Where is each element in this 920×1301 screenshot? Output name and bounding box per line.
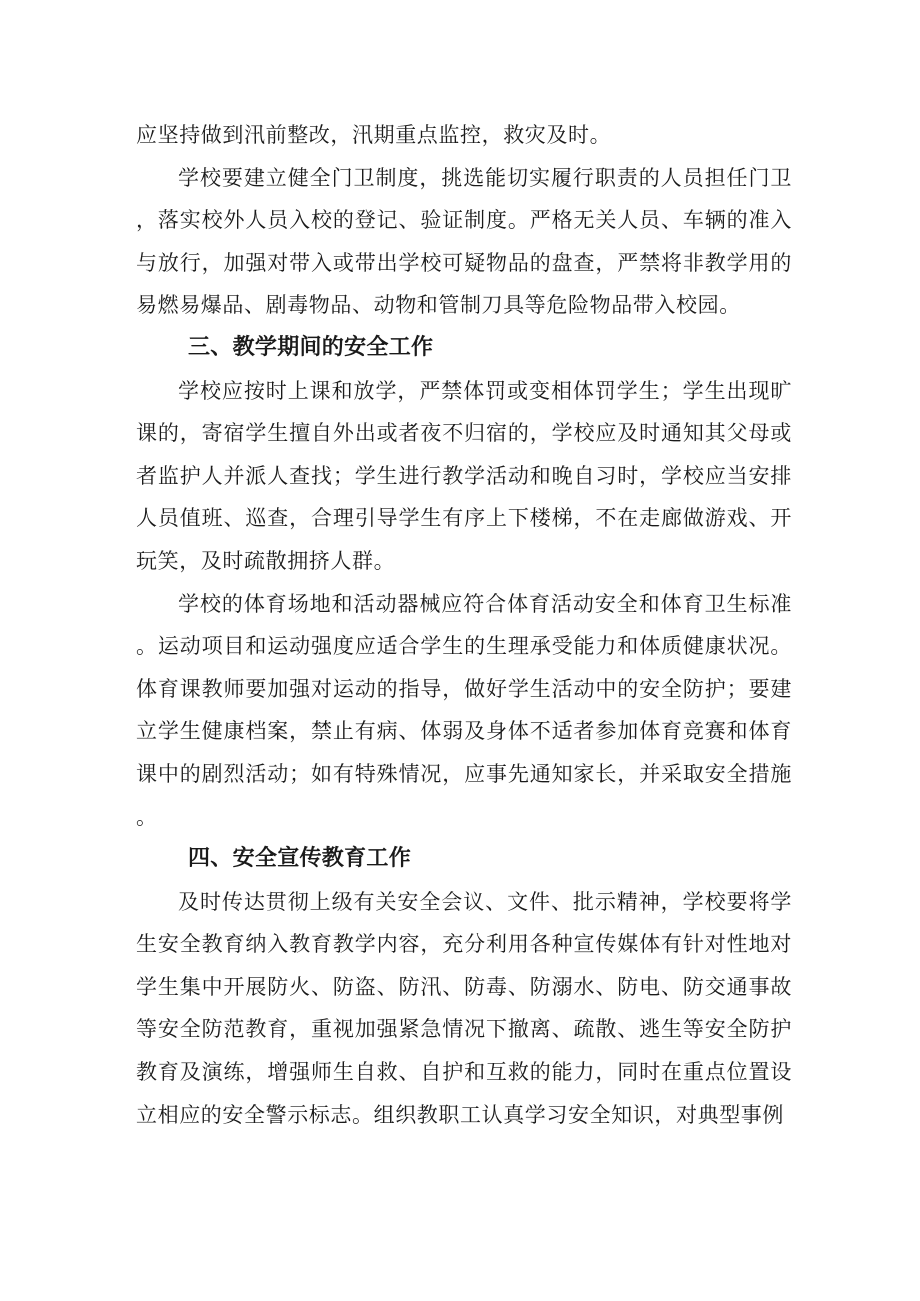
section-heading-teaching-safety: 三、教学期间的安全工作	[188, 334, 434, 360]
paragraph-sports-safety: 学校的体育场地和活动器械应符合体育活动安全和体育卫生标准。运动项目和运动强度应适合学生的生理承受能力和体质健康状况。体育课教师要加强对运动的指导，做好学生活动中的安全防护；要建立学生健康档案，禁止有病、体弱及身体不适者参加体育竞赛和体育课中的剧烈活动；如有特殊情况，应事先通知家长，并采取安全措施。	[136, 591, 792, 829]
paragraph-flood-control-continuation: 应坚持做到汛前整改，汛期重点监控，救灾及时。	[136, 123, 612, 147]
section-heading-safety-education: 四、安全宣传教育工作	[188, 846, 412, 872]
paragraph-safety-education: 及时传达贯彻上级有关安全会议、文件、批示精神，学校要将学生安全教育纳入教育教学内容，充分利用各种宣传媒体有针对性地对学生集中开展防火、防盗、防汛、防毒、防溺水、防电、防交通事故等安全防范教育，重视加强紧急情况下撤离、疏散、逃生等安全防护教育及演练，增强师生自救、自护和互救的能力，同时在重点位置设立相应的安全警示标志。组织教职工认真学习安全知识，对典型事例	[136, 889, 792, 1127]
paragraph-gate-guard-system: 学校要建立健全门卫制度，挑选能切实履行职责的人员担任门卫，落实校外人员入校的登记、验证制度。严格无关人员、车辆的准入与放行，加强对带入或带出学校可疑物品的盘查，严禁将非教学用的易燃易爆品、剧毒物品、动物和管制刀具等危险物品带入校园。	[136, 165, 792, 318]
paragraph-class-attendance: 学校应按时上课和放学，严禁体罚或变相体罚学生；学生出现旷课的，寄宿学生擅自外出或者夜不归宿的，学校应及时通知其父母或者监护人并派人查找；学生进行教学活动和晚自习时，学校应当安排人员值班、巡查，合理引导学生有序上下楼梯，不在走廊做游戏、开玩笑，及时疏散拥挤人群。	[136, 378, 792, 573]
document-body	[136, 114, 792, 1136]
